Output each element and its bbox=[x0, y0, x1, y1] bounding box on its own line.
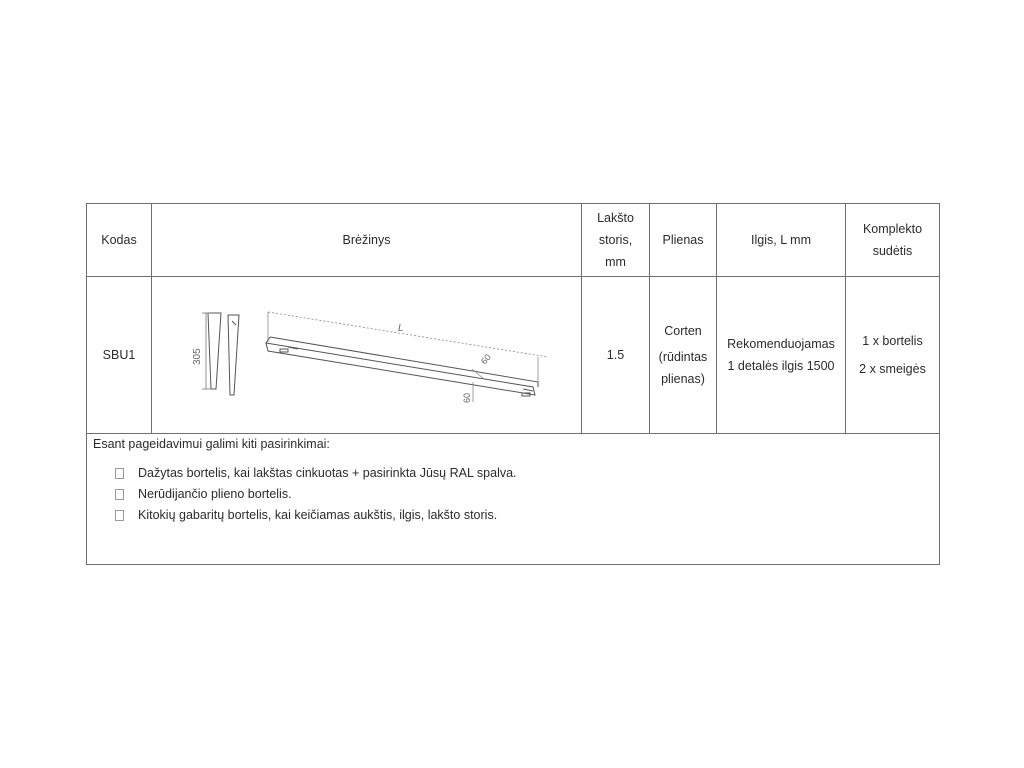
header-thickness-line: Lakšto bbox=[597, 211, 634, 225]
option-label: Nerūdijančio plieno bortelis. bbox=[138, 487, 292, 501]
header-set-line: Komplekto bbox=[862, 222, 923, 236]
header-set-line: sudėtis bbox=[872, 244, 913, 258]
height-label: 305 bbox=[192, 348, 203, 365]
checkbox-icon bbox=[115, 510, 124, 521]
row-steel-line: plienas) bbox=[661, 372, 705, 386]
row-set-line: 2 x smeigės bbox=[859, 362, 926, 376]
notes-title: Esant pageidavimui galimi kiti pasirinkimai: bbox=[93, 437, 330, 451]
notes-row bbox=[87, 434, 940, 565]
row-steel-line: (rūdintas bbox=[658, 350, 708, 364]
flange-label: 60 bbox=[478, 352, 493, 367]
option-item bbox=[93, 463, 939, 484]
row-set-line: 1 x bortelis bbox=[862, 334, 923, 348]
length-dimension bbox=[268, 312, 548, 382]
header-thickness bbox=[582, 204, 650, 277]
length-label: L bbox=[398, 323, 404, 334]
checkbox-icon bbox=[115, 489, 124, 500]
width-label: 60 bbox=[462, 392, 472, 403]
header-drawing: Brėžinys bbox=[152, 204, 582, 277]
row-steel-line: Corten bbox=[664, 324, 702, 338]
option-item bbox=[93, 505, 939, 526]
row-code: SBU1 bbox=[87, 277, 152, 434]
table-header-row bbox=[87, 204, 940, 277]
notes-cell bbox=[87, 434, 940, 565]
row-length bbox=[717, 277, 846, 434]
table-row bbox=[87, 277, 940, 434]
row-drawing bbox=[152, 277, 582, 434]
option-item bbox=[93, 484, 939, 505]
row-thickness: 1.5 bbox=[582, 277, 650, 434]
edging-strip-drawing bbox=[266, 337, 538, 396]
notes-block bbox=[87, 434, 939, 526]
option-label: Dažytas bortelis, kai lakštas cinkuotas + pasirinkta Jūsų RAL spalva. bbox=[138, 466, 517, 480]
header-length: Ilgis, L mm bbox=[717, 204, 846, 277]
row-set bbox=[846, 277, 940, 434]
row-length-line: Rekomenduojamas bbox=[727, 337, 835, 351]
option-label: Kitokių gabaritų bortelis, kai keičiamas aukštis, ilgis, lakšto storis. bbox=[138, 508, 498, 522]
header-thickness-line: storis, bbox=[598, 233, 633, 247]
product-table bbox=[86, 203, 940, 565]
header-code: Kodas bbox=[87, 204, 152, 277]
header-set bbox=[846, 204, 940, 277]
row-length-line: 1 detalės ilgis 1500 bbox=[727, 359, 835, 373]
edging-drawing bbox=[188, 307, 548, 407]
stake-drawing bbox=[208, 313, 239, 395]
checkbox-icon bbox=[115, 468, 124, 479]
row-steel bbox=[650, 277, 717, 434]
header-steel: Plienas bbox=[650, 204, 717, 277]
header-thickness-line: mm bbox=[605, 255, 626, 269]
